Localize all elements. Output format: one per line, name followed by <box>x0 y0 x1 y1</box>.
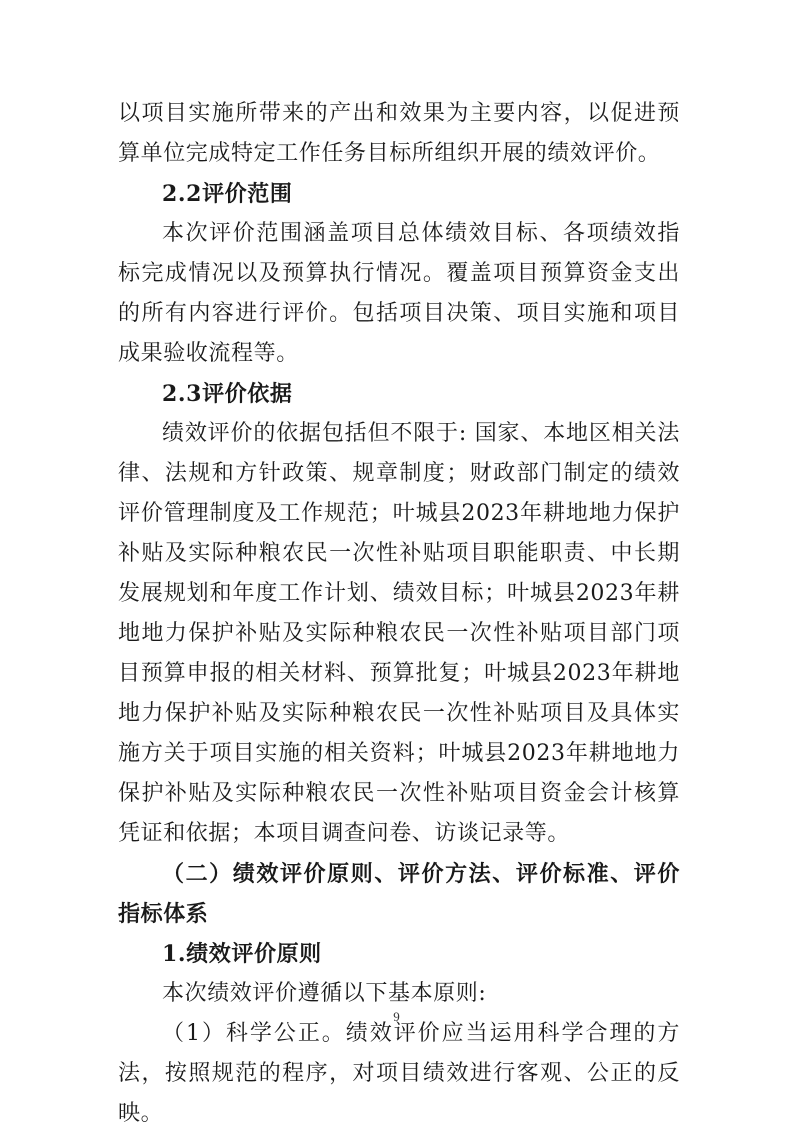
paragraph-evaluation-basis: 绩效评价的依据包括但不限于: 国家、本地区相关法律、法规和方针政策、规章制度；财政部门制定的绩效评价管理制度及工作规范；叶城县2023年耕地地力保护补贴及实际种粮农民一次性补贴项目职能职责、中长期发展规划和年度工作计划、绩效目标；叶城县2023年耕地地力保护补贴及实际种粮农民一次性补贴项目部门项目预算申报的相关材料、预算批复；叶城县2023年耕地地力保护补贴及实际种粮农民一次性补贴项目及具体实施方关于项目实施的相关资料；叶城县2023年耕地地力保护补贴及实际种粮农民一次性补贴项目资金会计核算凭证和依据；本项目调查问卷、访谈记录等。 <box>118 421 680 846</box>
section-heading-principles-methods: （二）绩效评价原则、评价方法、评价标准、评价指标体系 <box>118 861 680 927</box>
section-heading-evaluation-basis: 2.3评价依据 <box>162 381 293 407</box>
document-body <box>118 94 680 1134</box>
section-heading-evaluation-principles: 1.绩效评价原则 <box>162 941 322 967</box>
section-heading-evaluation-scope: 2.2评价范围 <box>162 181 293 207</box>
page-number: 9 <box>393 1009 400 1024</box>
paragraph-evaluation-scope: 本次评价范围涵盖项目总体绩效目标、各项绩效指标完成情况以及预算执行情况。覆盖项目预算资金支出的所有内容进行评价。包括项目决策、项目实施和项目成果验收流程等。 <box>118 221 680 366</box>
paragraph-continued: 以项目实施所带来的产出和效果为主要内容，以促进预算单位完成特定工作任务目标所组织开展的绩效评价。 <box>118 101 680 166</box>
paragraph-principles-intro: 本次绩效评价遵循以下基本原则: <box>162 981 487 1006</box>
paragraph-principle-scientific-fairness: （1）科学公正。绩效评价应当运用科学合理的方法，按照规范的程序，对项目绩效进行客观、公正的反映。 <box>118 1021 680 1126</box>
